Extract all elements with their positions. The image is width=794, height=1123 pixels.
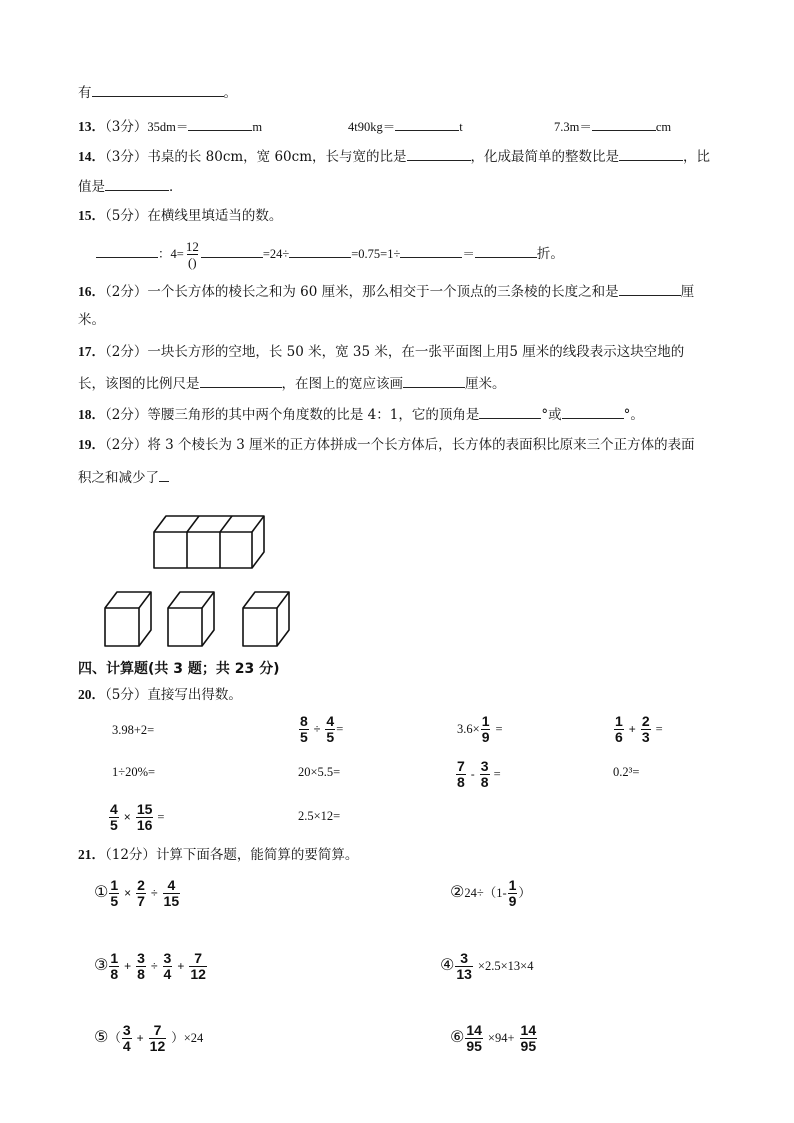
fraction-numerator: 1 (110, 877, 119, 893)
q18-text-2: °或 (541, 407, 562, 423)
q14-blank-1[interactable] (407, 146, 471, 161)
fraction-denominator: 8 (457, 774, 465, 790)
fraction-numerator: 4 (326, 713, 335, 729)
expression-prefix: （ (108, 1031, 121, 1045)
question-score: （2分） (105, 284, 148, 300)
fraction-numerator: 8 (300, 713, 308, 729)
question-17 (78, 343, 684, 361)
fraction-numerator: 1 (508, 877, 517, 893)
expression-suffix: ×2.5×13×4 (477, 959, 534, 973)
q20-item-6: 20×5.5= (298, 765, 341, 779)
q15-blank-4[interactable] (400, 243, 462, 258)
q17-text-2: 长，该图的比例尺是 (78, 376, 200, 392)
q15-blank-3[interactable] (289, 243, 351, 258)
q13-item-a: 35dm＝ (147, 120, 189, 134)
q15-equation (96, 236, 564, 272)
fraction (456, 759, 466, 790)
q17-blank-1[interactable] (200, 373, 282, 388)
question-17-line2 (78, 373, 506, 393)
fraction-numerator: 2 (137, 877, 145, 893)
question-score: （2分） (105, 344, 148, 360)
q14-text-3: ，比 (683, 149, 711, 165)
fraction-numerator: 2 (641, 713, 650, 729)
fraction-denominator: 5 (300, 729, 308, 745)
q15-blank-2[interactable] (201, 243, 263, 258)
q15-part-1: ：4= (158, 247, 184, 261)
q19-blank[interactable] (159, 467, 169, 482)
fraction-numerator: 3 (460, 950, 469, 966)
question-score: （5分） (105, 208, 148, 224)
fraction (614, 714, 624, 745)
q21-text: 计算下面各题，能简算的要简算。 (155, 847, 359, 863)
single-cube-2 (168, 592, 214, 646)
question-19-line2 (78, 467, 169, 487)
question-number: 20． (78, 687, 105, 702)
fraction-numerator: 4 (110, 801, 118, 817)
fraction-denominator: 5 (326, 729, 335, 745)
q19-text-2: 积之和减少了 (78, 470, 159, 486)
question-number: 17． (78, 344, 105, 359)
q18-text-3: °。 (623, 407, 644, 423)
fraction-denominator: 4 (163, 966, 172, 982)
fraction-denominator: 13 (456, 966, 472, 982)
question-13 (78, 116, 262, 136)
fraction-numerator: 14 (520, 1022, 537, 1038)
fraction-numerator: 7 (194, 950, 203, 966)
fraction-denominator: 4 (122, 1038, 131, 1054)
fraction (136, 951, 146, 982)
fraction-numerator: 3 (480, 758, 489, 774)
equals-sign: = (336, 722, 344, 736)
expression-prefix: 24÷（1- (464, 886, 507, 900)
operator: + (177, 959, 185, 973)
fraction (641, 714, 651, 745)
fraction-numerator: 3 (122, 1022, 131, 1038)
fraction-denominator: 95 (466, 1038, 482, 1054)
equals-sign: = (655, 722, 663, 736)
fraction-numerator: 3 (137, 950, 145, 966)
q16-text-end: 厘 (680, 284, 695, 300)
fraction-denominator: 12 (149, 1038, 166, 1054)
fraction (163, 951, 173, 982)
q14-text-2: ，化成最简单的整数比是 (470, 149, 620, 165)
fraction-denominator: 9 (481, 729, 490, 745)
fraction-numerator: 12 (185, 239, 199, 254)
operator: - (470, 767, 475, 781)
equals-sign: = (157, 810, 165, 824)
fraction-denominator: 95 (520, 1038, 537, 1054)
fraction (465, 1023, 483, 1054)
q20-text: 直接写出得数。 (147, 687, 242, 703)
item-marker: ④ (440, 955, 455, 974)
q12-tail (78, 82, 237, 102)
fraction-numerator: 3 (163, 950, 172, 966)
q13-unit-b: t (459, 120, 463, 134)
fraction-denominator: 3 (641, 729, 650, 745)
q13-blank-a[interactable] (188, 116, 252, 131)
question-number: 14． (78, 149, 105, 164)
question-score: （3分） (105, 119, 148, 135)
question-18 (78, 404, 644, 424)
fraction-numerator: 7 (457, 758, 465, 774)
operator: ÷ (313, 722, 321, 736)
q12-answer-blank[interactable] (92, 82, 224, 97)
question-19 (78, 436, 695, 454)
question-number: 16． (78, 284, 105, 299)
item-marker: ① (94, 882, 109, 901)
fraction-denominator: 16 (136, 817, 153, 833)
q13-blank-b[interactable] (395, 116, 459, 131)
question-score: （2分） (105, 437, 148, 453)
fraction-denominator: 9 (508, 893, 517, 909)
q20-item-5: 1÷20%= (112, 765, 156, 779)
question-number: 18． (78, 407, 105, 422)
question-number: 15． (78, 208, 105, 223)
q13-unit-a: m (252, 120, 263, 134)
question-20 (78, 686, 242, 704)
question-score: （3分） (105, 149, 148, 165)
q20-item-4 (613, 712, 663, 746)
q21-expr-6 (450, 1019, 538, 1056)
q15-fraction (185, 239, 200, 270)
fraction-numerator: 1 (615, 713, 623, 729)
question-score: （2分） (105, 407, 148, 423)
fraction-denominator: 15 (163, 893, 180, 909)
question-16-line2 (78, 311, 105, 329)
operator: ÷ (150, 886, 158, 900)
q20-item-9 (108, 800, 164, 834)
q13-item-c-wrap (554, 116, 671, 136)
item-marker: ⑤ (94, 1027, 109, 1046)
q20-item-8: 0.2³= (613, 765, 640, 779)
fraction-denominator[interactable]: () (187, 255, 197, 270)
fraction-denominator: 8 (137, 966, 145, 982)
fraction-numerator: 4 (167, 877, 176, 893)
expression-suffix: ）×24 (171, 1031, 204, 1045)
q14-text-4: 值是 (78, 179, 105, 195)
q17-text-4: 厘米。 (465, 376, 506, 392)
fraction (481, 714, 491, 745)
question-score: （12分） (105, 847, 156, 863)
fraction (325, 714, 335, 745)
section-heading: 四、计算题(共 3 题；共 23 分) (78, 661, 280, 677)
q21-expr-2 (450, 874, 531, 911)
q13-item-b: 4t90kg＝ (348, 120, 396, 134)
fraction-denominator: 5 (110, 893, 119, 909)
single-cube-3 (243, 592, 289, 646)
q15-part-5: 折。 (536, 246, 564, 262)
q14-text-5: ． (169, 179, 183, 195)
q18-blank-2[interactable] (562, 404, 624, 419)
expression-prefix: 3.6× (457, 722, 480, 736)
operator: + (628, 722, 636, 736)
fraction (480, 759, 490, 790)
q21-expr-3 (94, 947, 208, 984)
fraction (455, 951, 473, 982)
operator: + (136, 1031, 144, 1045)
fraction-denominator: 8 (110, 966, 119, 982)
fraction (136, 878, 146, 909)
fraction (109, 951, 119, 982)
q13-blank-c[interactable] (592, 116, 656, 131)
fraction (508, 878, 518, 909)
operator: ÷ (150, 959, 158, 973)
q12-tail-start: 有 (78, 85, 92, 101)
q17-text-1: 一块长方形的空地，长 50 米，宽 35 米，在一张平面图上用5 厘米的线段表示这块空地的 (147, 344, 685, 360)
fraction-numerator: 14 (466, 1022, 482, 1038)
q15-text: 在横线里填适当的数。 (147, 208, 283, 224)
question-number: 13． (78, 119, 105, 134)
fraction-denominator: 6 (615, 729, 623, 745)
fraction (122, 1023, 132, 1054)
fraction (136, 802, 154, 833)
q16-text: 一个长方体的棱长之和为 60 厘米，那么相交于一个顶点的三条棱的长度之和是 (147, 284, 619, 300)
combined-cuboid (154, 516, 264, 568)
q20-item-3 (457, 712, 503, 746)
q12-tail-end: 。 (223, 85, 237, 101)
fraction-denominator: 8 (480, 774, 489, 790)
q16-text-2: 米。 (78, 312, 105, 328)
question-16 (78, 281, 694, 301)
fraction (189, 951, 207, 982)
q17-blank-2[interactable] (403, 373, 465, 388)
q18-blank-1[interactable] (479, 404, 541, 419)
fraction-numerator: 7 (153, 1022, 162, 1038)
q15-part-3: =0.75=1÷ (351, 247, 401, 261)
question-score: （5分） (105, 687, 148, 703)
q15-part-2: =24÷ (262, 247, 290, 261)
fraction (163, 878, 181, 909)
question-number: 21． (78, 847, 105, 862)
q17-text-3: ，在图上的宽应该画 (281, 376, 403, 392)
operator: × (124, 886, 132, 900)
q20-item-7 (455, 757, 501, 791)
single-cube-1 (105, 592, 151, 646)
question-21 (78, 846, 358, 864)
expression-suffix: ） (518, 886, 531, 900)
question-14 (78, 146, 710, 166)
q20-item-10: 2.5×12= (298, 809, 341, 823)
q14-text-1: 书桌的长 80cm，宽 60cm，长与宽的比是 (147, 149, 407, 165)
q14-blank-3[interactable] (105, 176, 169, 191)
q15-part-4: ＝ (462, 247, 475, 261)
cubes-figure (100, 505, 300, 655)
q16-blank[interactable] (619, 281, 681, 296)
question-number: 19． (78, 437, 105, 452)
q15-blank-1[interactable] (96, 243, 158, 258)
question-14-line2 (78, 176, 183, 196)
fraction (109, 878, 119, 909)
equals-sign: = (493, 767, 501, 781)
item-marker: ② (450, 882, 465, 901)
q19-text-1: 将 3 个棱长为 3 厘米的正方体拼成一个长方体后，长方体的表面积比原来三个正方体的表面 (147, 437, 695, 453)
fraction-denominator: 7 (137, 893, 145, 909)
fraction (109, 802, 119, 833)
q15-blank-5[interactable] (475, 243, 537, 258)
fraction-denominator: 5 (110, 817, 118, 833)
q21-expr-1 (94, 874, 181, 911)
question-15 (78, 207, 282, 225)
equals-sign: = (495, 722, 503, 736)
q13-item-b-wrap (348, 116, 463, 136)
operator: × (123, 810, 131, 824)
q18-text-1: 等腰三角形的其中两个角度数的比是 4：1，它的顶角是 (147, 407, 480, 423)
q21-expr-4 (440, 947, 533, 984)
fraction-numerator: 1 (110, 950, 119, 966)
item-marker: ⑥ (450, 1027, 465, 1046)
fraction (520, 1023, 538, 1054)
fraction (149, 1023, 167, 1054)
q21-expr-5 (94, 1019, 203, 1056)
q14-blank-2[interactable] (619, 146, 683, 161)
fraction-numerator: 1 (481, 713, 490, 729)
fraction-denominator: 12 (190, 966, 206, 982)
fraction (299, 714, 309, 745)
q20-item-1: 3.98+2= (112, 723, 155, 737)
item-marker: ③ (94, 955, 109, 974)
q20-item-2 (298, 712, 343, 746)
fraction-numerator: 15 (136, 801, 153, 817)
q13-item-c: 7.3m＝ (554, 120, 592, 134)
operator: + (124, 959, 132, 973)
q13-unit-c: cm (655, 120, 672, 134)
expression-middle: ×94+ (487, 1031, 515, 1045)
